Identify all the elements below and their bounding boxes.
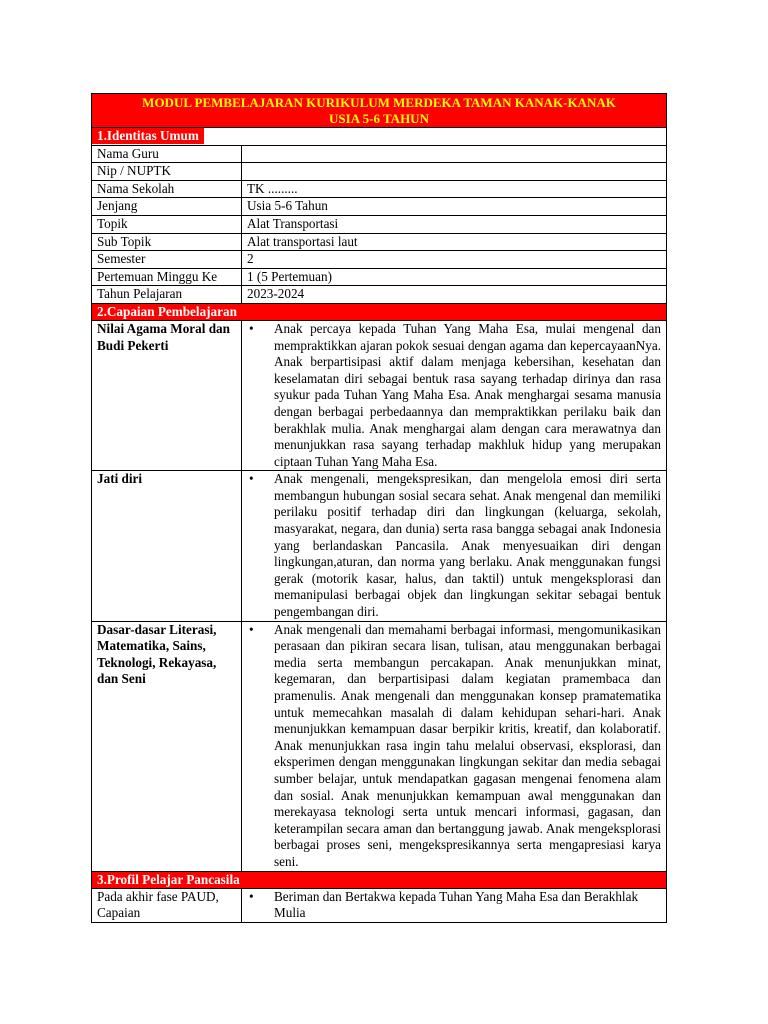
profil-content: [242, 888, 667, 922]
table-row: [92, 215, 667, 233]
section-title: 1.Identitas Umum: [92, 128, 204, 144]
capaian-label: Nilai Agama Moral dan Budi Pekerti: [92, 320, 242, 470]
capaian-text: Anak mengenali dan memahami berbagai informasi, mengomunikasikan perasaan dan pikiran secara lisan, tulisan, atau menggunakan berbagai media serta membangun percakapan. Anak menunjukkan minat, kegemaran, dan berpartisipasi dalam kegiatan pramembaca dan pramenulis. Anak mengenali dan menggunakan konsep pramatematika untuk memecahkan masalah di dalam kehidupan sehari-hari. Anak menunjukkan kemampuan dasar berpikir kritis, kreatif, dan kolaboratif. Anak menunjukkan rasa ingin tahu melalui observasi, eksplorasi, dan eksperimen dengan menggunakan lingkungan sekitar dan media sebagai sumber belajar, untuk mendapatkan gagasan mengenai fenomena alam dan sosial. Anak menunjukkan kemampuan awal menggunakan dan merekayasa teknologi serta untuk mencari informasi, gagasan, dan keterampilan secara aman dan bertanggung jawab. Anak mengeksplorasi berbagai proses seni, mengekspresikannya serta mengapresiasi karya seni.: [274, 621, 661, 869]
section-header-identitas: [92, 128, 667, 146]
field-value: [242, 145, 667, 163]
module-table: [91, 93, 667, 923]
title-line-1: MODUL PEMBELAJARAN KURIKULUM MERDEKA TAMAN KANAK-KANAK: [142, 95, 616, 110]
capaian-content: [242, 471, 667, 621]
capaian-text: Anak mengenali, mengekspresikan, dan mengelola emosi diri serta membangun hubungan sosial secara sehat. Anak mengenal dan memiliki perilaku positif terhadap diri dan lingkungan (keluarga, sekolah, masyarakat, negara, dan dunia) serta rasa bangga sebagai anak Indonesia yang berlandaskan Pancasila. Anak menyesuaikan diri dengan lingkungan,aturan, dan norma yang berlaku. Anak menggunakan fungsi gerak (motorik kasar, halus, dan taktil) untuk mengeksplorasi dan memanipulasi berbagai objek dan lingkungan sekitar sebagai bentuk pengembangan diri.: [274, 471, 661, 620]
field-label: Topik: [92, 215, 242, 233]
field-value: [242, 163, 667, 181]
table-row: [92, 180, 667, 198]
field-value: 2023-2024: [242, 286, 667, 304]
field-value: 1 (5 Pertemuan): [242, 268, 667, 286]
field-label: Nip / NUPTK: [92, 163, 242, 181]
field-label: Semester: [92, 251, 242, 269]
section-header-profil: 3.Profil Pelajar Pancasila: [92, 871, 667, 888]
field-label: Tahun Pelajaran: [92, 286, 242, 304]
table-row: [92, 888, 667, 922]
document-page: [91, 93, 666, 923]
field-label: Sub Topik: [92, 233, 242, 251]
table-row: [92, 621, 667, 871]
bullet-icon: •: [249, 320, 254, 336]
document-title: [92, 94, 667, 128]
field-label: Nama Guru: [92, 145, 242, 163]
field-value: 2: [242, 251, 667, 269]
table-row: [92, 471, 667, 621]
table-row: [92, 251, 667, 269]
table-row: [92, 233, 667, 251]
capaian-text: Anak percaya kepada Tuhan Yang Maha Esa, mulai mengenal dan mempraktikkan ajaran pokok sesuai dengan agama dan kepercayaanNya. Anak berpartisipasi aktif dalam menjaga kebersihan, kesehatan dan keselamatan diri sebagai bentuk rasa sayang terhadap dirinya dan rasa syukur pada Tuhan Yang Maha Esa. Anak menghargai sesama manusia dengan berbagai perbedaannya dan mempraktikkan perilaku baik dan berakhlak mulia. Anak menghargai alam dengan cara merawatnya dan menunjukkan rasa sayang terhadap makhluk hidup yang merupakan ciptaan Tuhan Yang Maha Esa.: [274, 320, 661, 469]
table-row: [92, 320, 667, 470]
table-row: [92, 145, 667, 163]
field-label: Pertemuan Minggu Ke: [92, 268, 242, 286]
bullet-icon: •: [249, 888, 254, 904]
section-header-capaian: 2.Capaian Pembelajaran: [92, 303, 667, 320]
field-value: Usia 5-6 Tahun: [242, 198, 667, 216]
capaian-content: [242, 320, 667, 470]
table-row: [92, 268, 667, 286]
bullet-icon: •: [249, 621, 254, 637]
field-value: TK .........: [242, 180, 667, 198]
profil-label: Pada akhir fase PAUD, Capaian: [92, 888, 242, 922]
field-value: Alat transportasi laut: [242, 233, 667, 251]
table-row: [92, 163, 667, 181]
bullet-icon: •: [249, 471, 254, 487]
capaian-label: Jati diri: [92, 471, 242, 621]
title-line-2: USIA 5-6 TAHUN: [329, 110, 429, 126]
field-label: Jenjang: [92, 198, 242, 216]
profil-text: Beriman dan Bertakwa kepada Tuhan Yang Maha Esa dan Berakhlak Mulia: [274, 888, 639, 921]
capaian-content: [242, 621, 667, 871]
field-value: Alat Transportasi: [242, 215, 667, 233]
capaian-label: Dasar-dasar Literasi, Matematika, Sains, Teknologi, Rekayasa, dan Seni: [92, 621, 242, 871]
table-row: [92, 286, 667, 304]
field-label: Nama Sekolah: [92, 180, 242, 198]
table-row: [92, 198, 667, 216]
